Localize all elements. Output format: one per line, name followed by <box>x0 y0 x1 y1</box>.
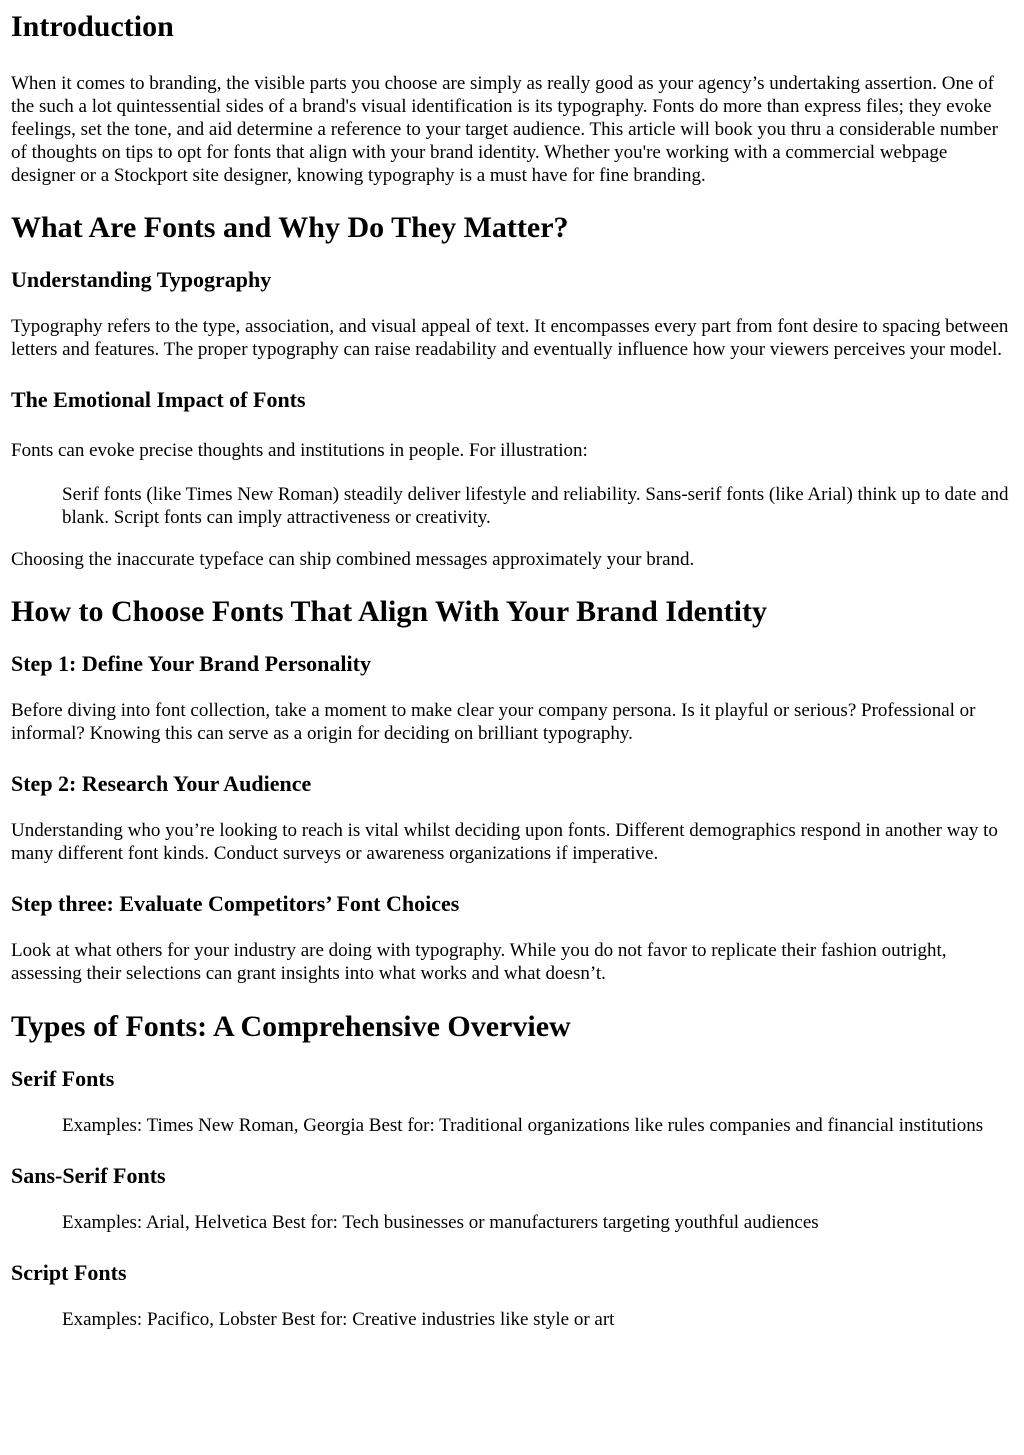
serif-blockquote: Examples: Times New Roman, Georgia Best for: Traditional organizations like rules companies and financial institutions <box>62 1115 984 1136</box>
subheading-understanding-typography: Understanding Typography <box>11 267 272 292</box>
article <box>0 9 1024 1331</box>
subheading-emotional-impact: The Emotional Impact of Fonts <box>11 387 306 412</box>
subheading-serif-fonts: Serif Fonts <box>11 1066 115 1091</box>
emotional-blockquote: Serif fonts (like Times New Roman) steadily deliver lifestyle and reliability. Sans-serif fonts (like Arial) think up to date and blank. Script fonts can imply attractiveness or creativity. <box>62 484 1009 528</box>
emotional-paragraph: Fonts can evoke precise thoughts and institutions in people. For illustration: <box>11 440 588 461</box>
understanding-paragraph: Typography refers to the type, association, and visual appeal of text. It encompasses every part from font desire to spacing between letters and features. The proper typography can raise readability and eventually influence how your viewers perceives your model. <box>11 316 1009 360</box>
step-1-paragraph: Before diving into font collection, take a moment to make clear your company persona. Is it playful or serious? Professional or informal? Knowing this can serve as a origin for deciding on brilliant typography. <box>11 700 976 744</box>
subheading-step-1: Step 1: Define Your Brand Personality <box>11 651 371 676</box>
section-heading-fonts-matter: What Are Fonts and Why Do They Matter? <box>11 211 569 244</box>
script-blockquote: Examples: Pacifico, Lobster Best for: Creative industries like style or art <box>62 1309 615 1330</box>
section-heading-introduction: Introduction <box>11 10 174 43</box>
subheading-script-fonts: Script Fonts <box>11 1260 127 1285</box>
section-heading-types-of-fonts: Types of Fonts: A Comprehensive Overview <box>11 1010 571 1043</box>
choosing-paragraph: Choosing the inaccurate typeface can ship combined messages approximately your brand. <box>11 549 695 570</box>
subheading-step-2: Step 2: Research Your Audience <box>11 771 312 796</box>
subheading-sans-serif-fonts: Sans-Serif Fonts <box>11 1163 166 1188</box>
subheading-step-3: Step three: Evaluate Competitors’ Font Choices <box>11 891 460 916</box>
section-heading-how-to-choose: How to Choose Fonts That Align With Your Brand Identity <box>11 595 767 628</box>
sans-serif-blockquote: Examples: Arial, Helvetica Best for: Tech businesses or manufacturers targeting youthful audiences <box>62 1212 819 1233</box>
step-3-paragraph: Look at what others for your industry are doing with typography. While you do not favor to replicate their fashion outright, assessing their selections can grant insights into what works and what doesn’t. <box>11 940 947 984</box>
step-2-paragraph: Understanding who you’re looking to reach is vital whilst deciding upon fonts. Different demographics respond in another way to many different font kinds. Conduct surveys or awareness organizations if imperative. <box>11 820 998 864</box>
intro-paragraph: When it comes to branding, the visible parts you choose are simply as really good as your agency’s undertaking assertion. One of the such a lot quintessential sides of a brand's visual identification is its typography. Fonts do more than express files; they evoke feelings, set the tone, and aid determine a reference to your target audience. This article will book you thru a considerable number of thoughts on tips to opt for fonts that align with your brand identity. Whether you're working with a commercial webpage designer or a Stockport site designer, knowing typography is a must have for fine branding. <box>11 73 998 186</box>
